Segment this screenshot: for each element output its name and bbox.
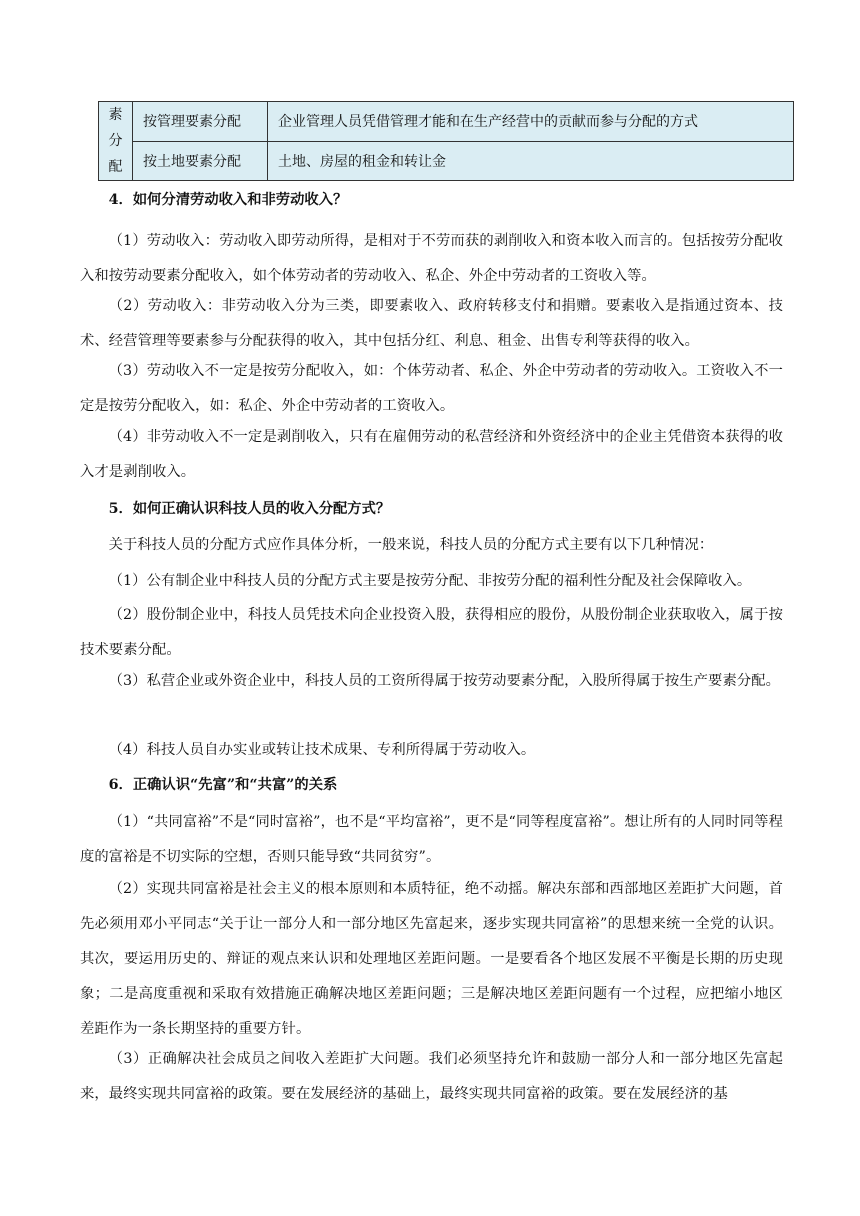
distribution-type-cell: 按管理要素分配: [133, 102, 268, 142]
distribution-desc-cell: 企业管理人员凭借管理才能和在生产经营中的贡献而参与分配的方式: [268, 102, 794, 142]
table-row: [99, 102, 794, 142]
category-char: 分: [108, 133, 123, 149]
category-char: 素: [108, 107, 123, 123]
distribution-table: [98, 101, 794, 181]
distribution-desc-cell: 土地、房屋的租金和转让金: [268, 141, 794, 181]
section-heading: 4．如何分清劳动收入和非劳动收入？: [108, 192, 348, 208]
paragraph: （3）劳动收入不一定是按劳分配收入，如：个体劳动者、私企、外企中劳动者的劳动收入。工资收入不一定是按劳分配收入，如：私企、外企中劳动者的工资收入。: [80, 363, 783, 414]
merged-category-cell: [99, 102, 133, 181]
paragraph: （4）科技人员自办实业或转让技术成果、专利所得属于劳动收入。: [108, 742, 536, 758]
paragraph: （1）公有制企业中科技人员的分配方式主要是按劳分配、非按劳分配的福利性分配及社会保障收入。: [108, 573, 752, 589]
section-heading: 5．如何正确认识科技人员的收入分配方式？: [108, 501, 391, 517]
paragraph: （2）股份制企业中，科技人员凭技术向企业投资入股，获得相应的股份，从股份制企业获取收入，属于按技术要素分配。: [80, 607, 783, 658]
paragraph: 关于科技人员的分配方式应作具体分析，一般来说，科技人员的分配方式主要有以下几种情况：: [108, 537, 714, 553]
paragraph: （1）“共同富裕”不是“同时富裕”，也不是“平均富裕”，更不是“同等程度富裕”。想让所有的人同时同等程度的富裕是不切实际的空想，否则只能导致“共同贫穷”。: [80, 814, 783, 865]
section-heading: 6．正确认识“先富”和“共富”的关系: [108, 777, 338, 793]
paragraph: （3）私营企业或外资企业中，科技人员的工资所得属于按劳动要素分配，入股所得属于按生产要素分配。: [108, 673, 781, 689]
distribution-type-cell: 按土地要素分配: [133, 141, 268, 181]
table-row: [99, 141, 794, 181]
paragraph: （4）非劳动收入不一定是剥削收入，只有在雇佣劳动的私营经济和外资经济中的企业主凭借资本获得的收入才是剥削收入。: [80, 429, 783, 480]
paragraph: （3）正确解决社会成员之间收入差距扩大问题。我们必须坚持允许和鼓励一部分人和一部分地区先富起来，最终实现共同富裕的政策。要在发展经济的基础上，最终实现共同富裕的政策。要在发展经济的基: [80, 1051, 783, 1102]
paragraph: （2）劳动收入：非劳动收入分为三类，即要素收入、政府转移支付和捐赠。要素收入是指通过资本、技术、经营管理等要素参与分配获得的收入，其中包括分红、利息、租金、出售专利等获得的收入。: [80, 298, 783, 349]
category-char: 配: [108, 159, 123, 175]
paragraph: （1）劳动收入：劳动收入即劳动所得，是相对于不劳而获的剥削收入和资本收入而言的。包括按劳分配收入和按劳动要素分配收入，如个体劳动者的劳动收入、私企、外企中劳动者的工资收入等。: [80, 233, 783, 284]
paragraph: （2）实现共同富裕是社会主义的根本原则和本质特征，绝不动摇。解决东部和西部地区差距扩大问题，首先必须用邓小平同志“关于让一部分人和一部分地区先富起来，逐步实现共同富裕”的思想来统一全党的认识。其次，要运用历史的、辩证的观点来认识和处理地区差距问题。一是要看各个地区发展不平衡是长期的历史现象；二是高度重视和采取有效措施正确解决地区差距问题；三是解决地区差距问题有一个过程，应把缩小地区差距作为一条长期坚持的重要方针。: [80, 881, 783, 1037]
